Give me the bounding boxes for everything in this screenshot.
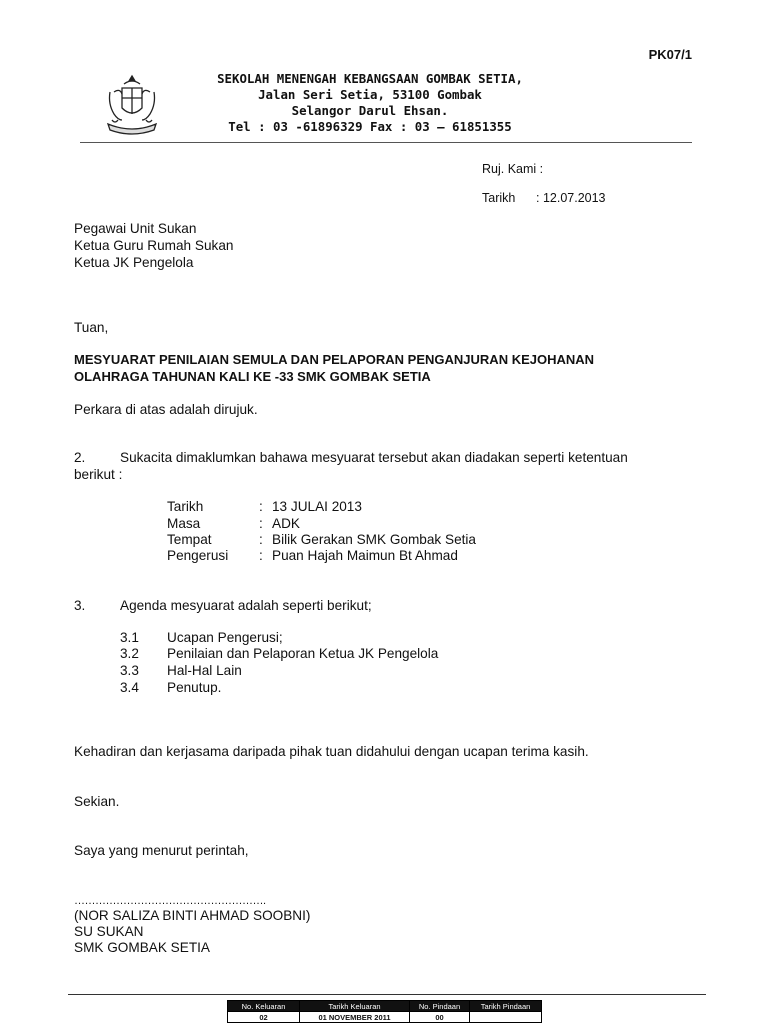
- paragraph-2-text: Sukacita dimaklumkan bahawa mesyuarat tersebut akan diadakan seperti ketentuan: [120, 450, 628, 465]
- revision-table: [227, 1000, 542, 1023]
- revision-table-row: [228, 1012, 542, 1023]
- footer-divider: [68, 994, 706, 995]
- signatory-org: SMK GOMBAK SETIA: [74, 940, 210, 955]
- revision-cell: 02: [228, 1012, 300, 1023]
- signature-line: ……………………………………………….: [74, 895, 266, 907]
- school-name: SEKOLAH MENENGAH KEBANGSAAN GOMBAK SETIA,: [217, 71, 523, 86]
- paragraph-2-number: 2.: [74, 450, 86, 465]
- recipient-line: Ketua JK Pengelola: [74, 255, 194, 270]
- detail-value: ADK: [272, 516, 300, 531]
- detail-colon: :: [259, 548, 263, 563]
- reference-label: Ruj. Kami :: [482, 162, 544, 176]
- agenda-item: Penilaian dan Pelaporan Ketua JK Pengelola: [167, 646, 439, 661]
- agenda-number: 3.2: [120, 646, 139, 661]
- revision-header-cell: Tarikh Keluaran: [300, 1001, 410, 1012]
- school-address-line-2: Selangor Darul Ehsan.: [291, 103, 449, 118]
- revision-header-cell: No. Pindaan: [410, 1001, 470, 1012]
- coat-of-arms-logo: [104, 74, 160, 136]
- agenda-item: Ucapan Pengerusi;: [167, 630, 283, 645]
- subject-line: MESYUARAT PENILAIAN SEMULA DAN PELAPORAN PENGANJURAN KEJOHANAN: [74, 352, 595, 367]
- detail-value: Puan Hajah Maimun Bt Ahmad: [272, 548, 458, 563]
- detail-label: Tempat: [167, 532, 212, 547]
- revision-table-header: [228, 1001, 542, 1012]
- signatory-name: (NOR SALIZA BINTI AHMAD SOOBNI): [74, 908, 311, 923]
- header-divider: [80, 142, 692, 143]
- perintah: Saya yang menurut perintah,: [74, 843, 249, 858]
- detail-colon: :: [259, 532, 263, 547]
- agenda-item: Penutup.: [167, 680, 222, 695]
- agenda-number: 3.3: [120, 663, 139, 678]
- subject-line: OLAHRAGA TAHUNAN KALI KE -33 SMK GOMBAK SETIA: [74, 369, 431, 384]
- intro-paragraph: Perkara di atas adalah dirujuk.: [74, 402, 258, 417]
- detail-label: Tarikh: [167, 499, 204, 514]
- revision-header-cell: Tarikh Pindaan: [470, 1001, 542, 1012]
- detail-value: 13 JULAI 2013: [272, 499, 362, 514]
- revision-header-cell: No. Keluaran: [228, 1001, 300, 1012]
- paragraph-3-text: Agenda mesyuarat adalah seperti berikut;: [120, 598, 372, 613]
- detail-colon: :: [259, 516, 263, 531]
- school-contact: Tel : 03 -61896329 Fax : 03 – 61851355: [228, 119, 512, 134]
- revision-cell: 01 NOVEMBER 2011: [300, 1012, 410, 1023]
- document-code: PK07/1: [648, 47, 692, 62]
- detail-colon: :: [259, 499, 263, 514]
- detail-label: Pengerusi: [167, 548, 229, 563]
- salutation: Tuan,: [74, 320, 109, 335]
- agenda-number: 3.1: [120, 630, 139, 645]
- sekian: Sekian.: [74, 794, 120, 809]
- paragraph-3-number: 3.: [74, 598, 86, 613]
- date-label: Tarikh: [482, 191, 516, 205]
- revision-cell: 00: [410, 1012, 470, 1023]
- recipient-line: Ketua Guru Rumah Sukan: [74, 238, 234, 253]
- paragraph-2-text-cont: berikut :: [74, 467, 123, 482]
- school-letterhead: [180, 71, 560, 135]
- school-address-line-1: Jalan Seri Setia, 53100 Gombak: [258, 87, 482, 102]
- detail-value: Bilik Gerakan SMK Gombak Setia: [272, 532, 476, 547]
- date-value: : 12.07.2013: [536, 191, 606, 205]
- signatory-title: SU SUKAN: [74, 924, 144, 939]
- revision-cell: [470, 1012, 542, 1023]
- recipient-line: Pegawai Unit Sukan: [74, 221, 197, 236]
- detail-label: Masa: [167, 516, 201, 531]
- agenda-item: Hal-Hal Lain: [167, 663, 242, 678]
- agenda-number: 3.4: [120, 680, 139, 695]
- closing-paragraph: Kehadiran dan kerjasama daripada pihak tuan didahului dengan ucapan terima kasih.: [74, 744, 589, 759]
